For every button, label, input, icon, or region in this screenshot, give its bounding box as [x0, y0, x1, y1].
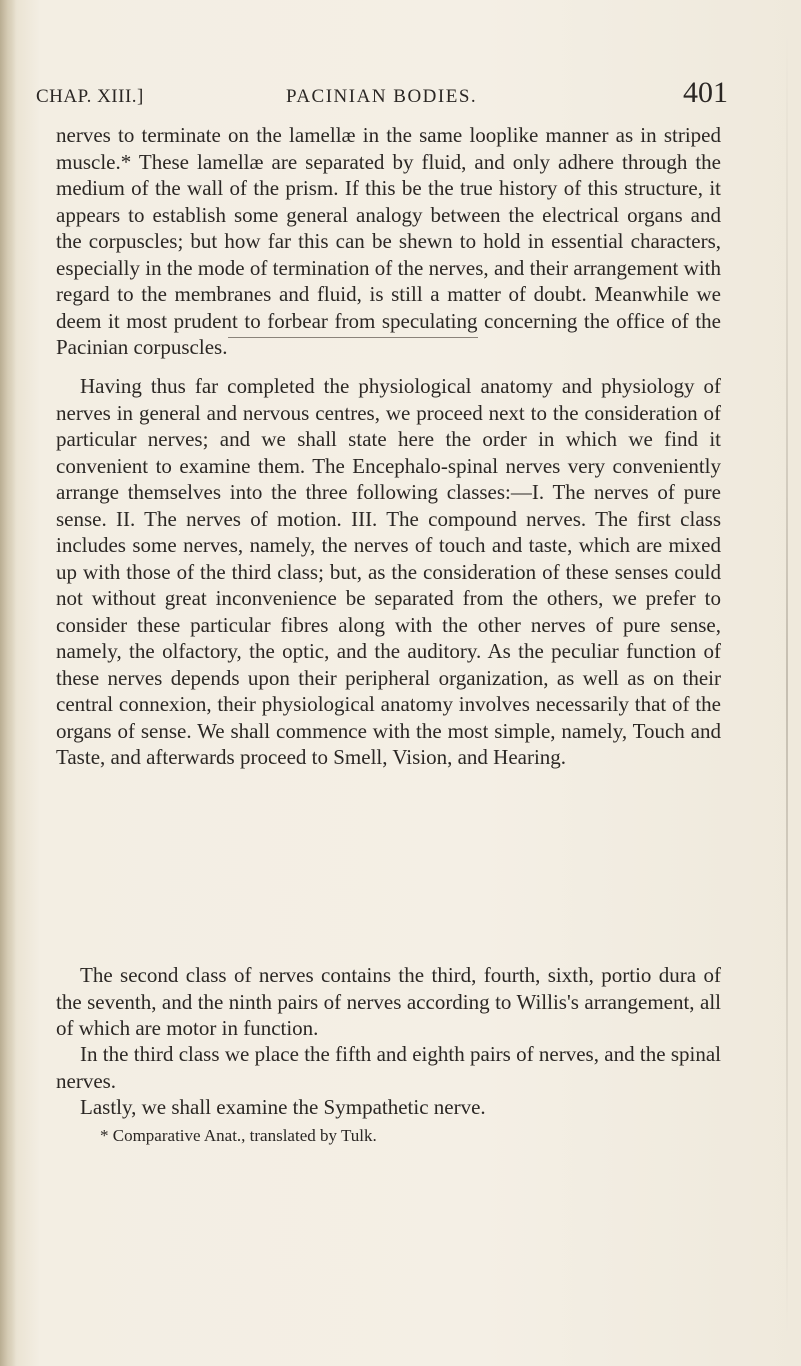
running-header — [36, 76, 728, 116]
section-divider — [228, 337, 478, 338]
paragraph-second-class: The second class of nerves contains the third, fourth, sixth, portio dura of the seventh, and the ninth pairs of nerves according to Willis's arrangement, all of which are motor in function. — [56, 963, 721, 1040]
paragraph-pacinian-analogy: nerves to terminate on the lamellæ in the same looplike manner as in striped muscle.* These lamellæ are separated by fluid, and only adhere through the medium of the wall of the prism. If this be the true history of this structure, it appears to establish some general analogy between the electrical organs and the corpuscles; but how far this can be shewn to hold in essential characters, especially in the mode of termination of the nerves, and their arrangement with regard to the membranes and fluid, is still a matter of doubt. Meanwhile we deem it most prudent to forbear from speculating concerning the office of the Pacinian corpuscles. — [56, 123, 721, 359]
paragraph-third-class: In the third class we place the fifth and eighth pairs of nerves, and the spinal nerves. — [56, 1042, 721, 1093]
chapter-label: CHAP. XIII.] — [36, 86, 144, 107]
paragraph-nerve-classes: Having thus far completed the physiological anatomy and physiology of nerves in general and nervous centres, we proceed next to the consideration of particular nerves; and we shall state here the order in which we find it convenient to examine them. The Encephalo-spinal nerves very conveniently arrange themselves into the three following classes:—I. The nerves of pure sense. II. The nerves of motion. III. The compound nerves. The first class includes some nerves, namely, the nerves of touch and taste, which are mixed up with those of the third class; but, as the consideration of these senses could not without great inconvenience be separated from the others, we prefer to consider these particular fibres along with the other nerves of pure sense, namely, the olfactory, the optic, and the auditory. As the peculiar function of these nerves depends upon their peripheral organization, as well as on their central connexion, their physiological anatomy involves necessarily that of the organs of sense. We shall commence with the most simple, namely, Touch and Taste, and afterwards proceed to Smell, Vision, and Hearing. — [56, 374, 721, 769]
footnote: * Comparative Anat., translated by Tulk. — [100, 1126, 377, 1145]
page-number: 401 — [683, 76, 728, 109]
running-title: PACINIAN BODIES. — [286, 86, 478, 107]
page-edge-shadow — [786, 30, 788, 1340]
paragraph-sympathetic: Lastly, we shall examine the Sympathetic nerve. — [80, 1095, 486, 1119]
page-gutter-shadow — [0, 0, 16, 1366]
